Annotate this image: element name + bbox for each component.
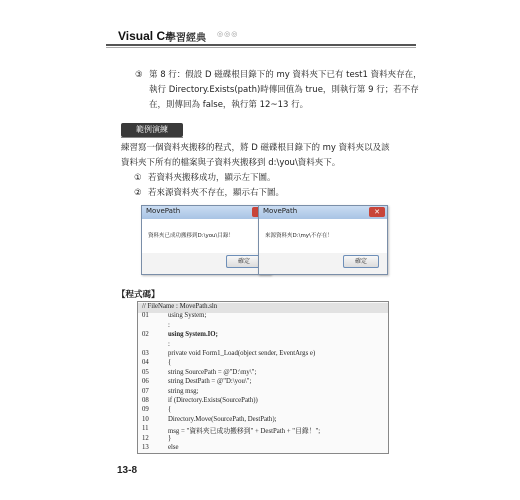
header-dots: ◎◎◎: [217, 30, 239, 38]
line-code: :: [168, 340, 170, 348]
note-text: 執行 Directory.Exists(path)時傳回值為 true，則執行第 9 行；若不存: [149, 85, 419, 95]
line-code: // FileName : MovePath.sln: [142, 303, 218, 310]
line-code: string SourcePath = @"D:\my\";: [168, 368, 257, 376]
line-number: 08: [142, 397, 149, 404]
line-number: 06: [142, 378, 149, 386]
example-badge: 範例演練: [121, 123, 183, 137]
header-rule: [106, 44, 416, 46]
exercise-paragraph: [121, 141, 390, 171]
line-code: {: [168, 406, 172, 414]
dialog-body: [259, 219, 387, 253]
exercise-line: 練習寫一個資料夾搬移的程式，將 D 磁碟根目錄下的 my 資料夾以及該: [121, 143, 390, 153]
header-rule-thin: [106, 47, 416, 48]
line-number: 09: [142, 406, 149, 414]
exercise-item: [134, 171, 284, 186]
dialog-message: 資料夾已成功搬移到D:\you\目錄！: [148, 233, 234, 239]
line-code: msg = "資料夾已成功搬移到" + DestPath + "目錄！";: [168, 428, 321, 436]
dialog-body: [142, 219, 270, 253]
line-number: 02: [142, 331, 149, 339]
page-number: 13-8: [117, 465, 138, 476]
item-marker: ②: [134, 188, 142, 198]
line-number: 10: [142, 415, 149, 423]
error-dialog: [258, 205, 388, 275]
line-number: 11: [142, 425, 149, 433]
code-listing: [137, 301, 389, 454]
line-number: 07: [142, 387, 149, 395]
note-text: 在，則傳回為 false，執行第 12~13 行。: [149, 100, 309, 110]
item-marker: ①: [134, 173, 142, 183]
line-code: using System;: [168, 312, 207, 320]
note-paragraph: [135, 68, 422, 113]
line-code: private void Form1_Load(object sender, EventArgs e): [168, 350, 316, 357]
ok-button[interactable]: 確定: [343, 255, 379, 268]
dialog-message: 來源資料夾D:\my\不存在！: [265, 233, 333, 239]
item-text: 若來源資料夾不存在，顯示右下圖。: [148, 188, 285, 198]
line-code: using System.IO;: [168, 331, 218, 339]
dialog-title: MovePath: [146, 207, 181, 215]
line-code: else: [168, 444, 179, 451]
exercise-line: 資料夾下所有的檔案與子資料夾搬移到 d:\you\資料夾下。: [121, 158, 341, 168]
line-number: 01: [142, 312, 149, 320]
note-line: [135, 68, 422, 83]
dialog-title: MovePath: [263, 207, 298, 215]
ok-button[interactable]: 確定: [226, 255, 262, 268]
badge-underline: [121, 137, 183, 138]
line-number: 05: [142, 368, 149, 376]
line-number: 13: [142, 444, 149, 451]
note-text: 第 8 行：假設 D 磁碟根目錄下的 my 資料夾下已有 test1 資料夾存在，: [149, 70, 422, 80]
note-line: [135, 83, 422, 98]
note-line: [135, 98, 422, 113]
line-code: string msg;: [168, 387, 199, 395]
line-code: string DestPath = @"D:\you\";: [168, 378, 252, 386]
close-icon[interactable]: ✕: [369, 207, 385, 217]
exercise-item: [134, 186, 284, 201]
dialog-titlebar: [259, 206, 387, 219]
line-number: 12: [142, 434, 149, 442]
line-code: :: [168, 321, 170, 329]
success-dialog: [141, 205, 271, 275]
line-number: 04: [142, 359, 149, 367]
line-code: Directory.Move(SourcePath, DestPath);: [168, 415, 277, 423]
page-header: [106, 26, 416, 48]
exercise-list: [134, 171, 284, 201]
line-code: }: [168, 434, 172, 442]
line-number: 03: [142, 350, 149, 357]
line-code: {: [168, 359, 172, 367]
code-heading: 【程式碼】: [117, 290, 160, 300]
note-marker: ③: [135, 70, 143, 80]
item-text: 若資料夾搬移成功，顯示左下圖。: [148, 173, 276, 183]
header-subtitle: 學習經典: [166, 33, 206, 44]
dialog-titlebar: [142, 206, 270, 219]
line-code: if (Directory.Exists(SourcePath)): [168, 397, 258, 404]
header-title: Visual C#: [118, 29, 172, 43]
